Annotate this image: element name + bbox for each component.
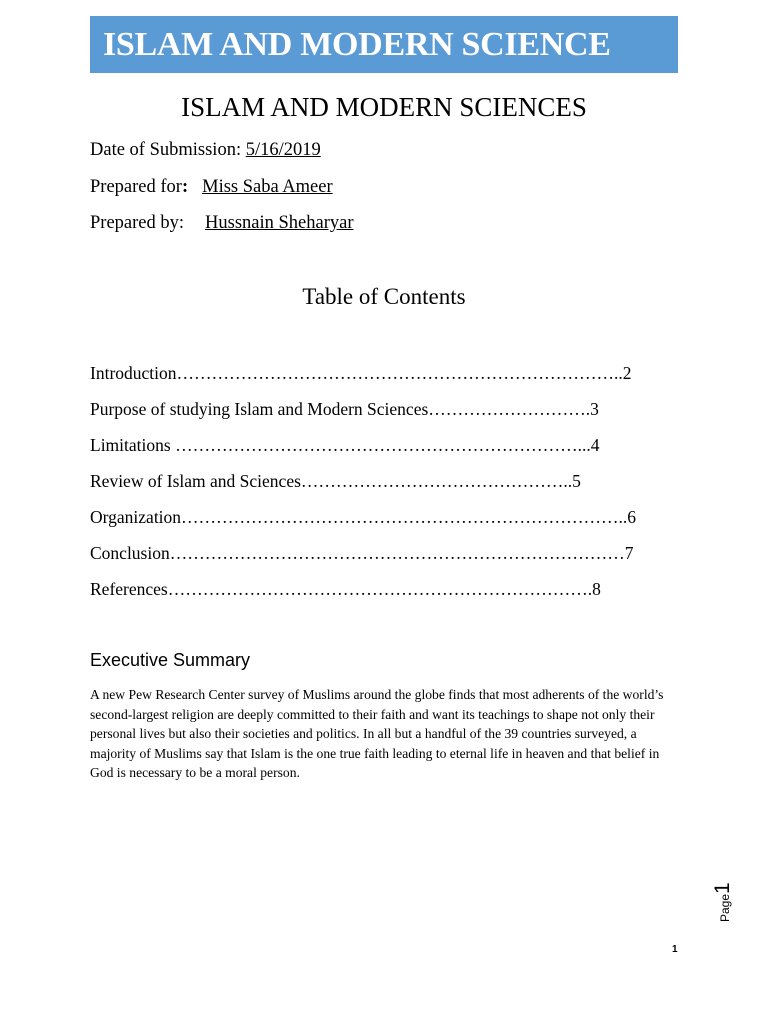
page-marker <box>703 884 753 924</box>
submission-date: 5/16/2019 <box>245 140 321 160</box>
executive-summary-body: A new Pew Research Center survey of Muslims around the globe finds that most adherents of the world’s second-largest religion are deeply committed to their faith and want its teachings to shape not only their personal lives but also their societies and politics. In all but a handful of the 39 countries surveyed, a majority of Muslims say that Islam is the one true faith leading to eternal life in heaven and that belief in God is necessary to be a moral person. <box>90 687 664 781</box>
prepared-for-row <box>90 177 333 198</box>
toc-heading: Table of Contents <box>302 284 466 309</box>
toc-entry-purpose: Purpose of studying Islam and Modern Sciences……………………….3 <box>90 399 599 419</box>
toc-entry-review: Review of Islam and Sciences………………………………………..5 <box>90 471 581 491</box>
submission-label: Date of Submission: <box>90 140 246 160</box>
table-of-contents <box>90 362 680 614</box>
toc-entry-organization: Organization…………………………………………………………………..6 <box>90 507 637 527</box>
prepared-for-colon: : <box>181 177 189 197</box>
toc-entry-limitations: Limitations ……………………………………………………………...4 <box>90 435 600 455</box>
document-title: ISLAM AND MODERN SCIENCES <box>181 92 587 122</box>
footer-page-number: 1 <box>672 944 678 955</box>
banner-title: ISLAM AND MODERN SCIENCE <box>103 25 611 63</box>
executive-summary-heading: Executive Summary <box>90 650 251 670</box>
prepared-by-label: Prepared by: <box>90 213 185 233</box>
toc-entry-introduction: Introduction…………………………………………………………………..2 <box>90 363 632 383</box>
prepared-for-value: Miss Saba Ameer <box>202 177 333 197</box>
toc-entry-references: References……………………………………………………………….8 <box>90 579 601 599</box>
prepared-for-label: Prepared for <box>90 177 182 197</box>
submission-date-row <box>90 140 321 161</box>
title-banner <box>90 16 678 73</box>
toc-entry-conclusion: Conclusion……………………………………………………………………7 <box>90 543 634 563</box>
prepared-by-row <box>90 213 354 234</box>
page-marker-number: 1 <box>711 882 734 894</box>
page-marker-word: Page <box>718 893 732 922</box>
prepared-by-value: Hussnain Sheharyar <box>205 213 354 233</box>
